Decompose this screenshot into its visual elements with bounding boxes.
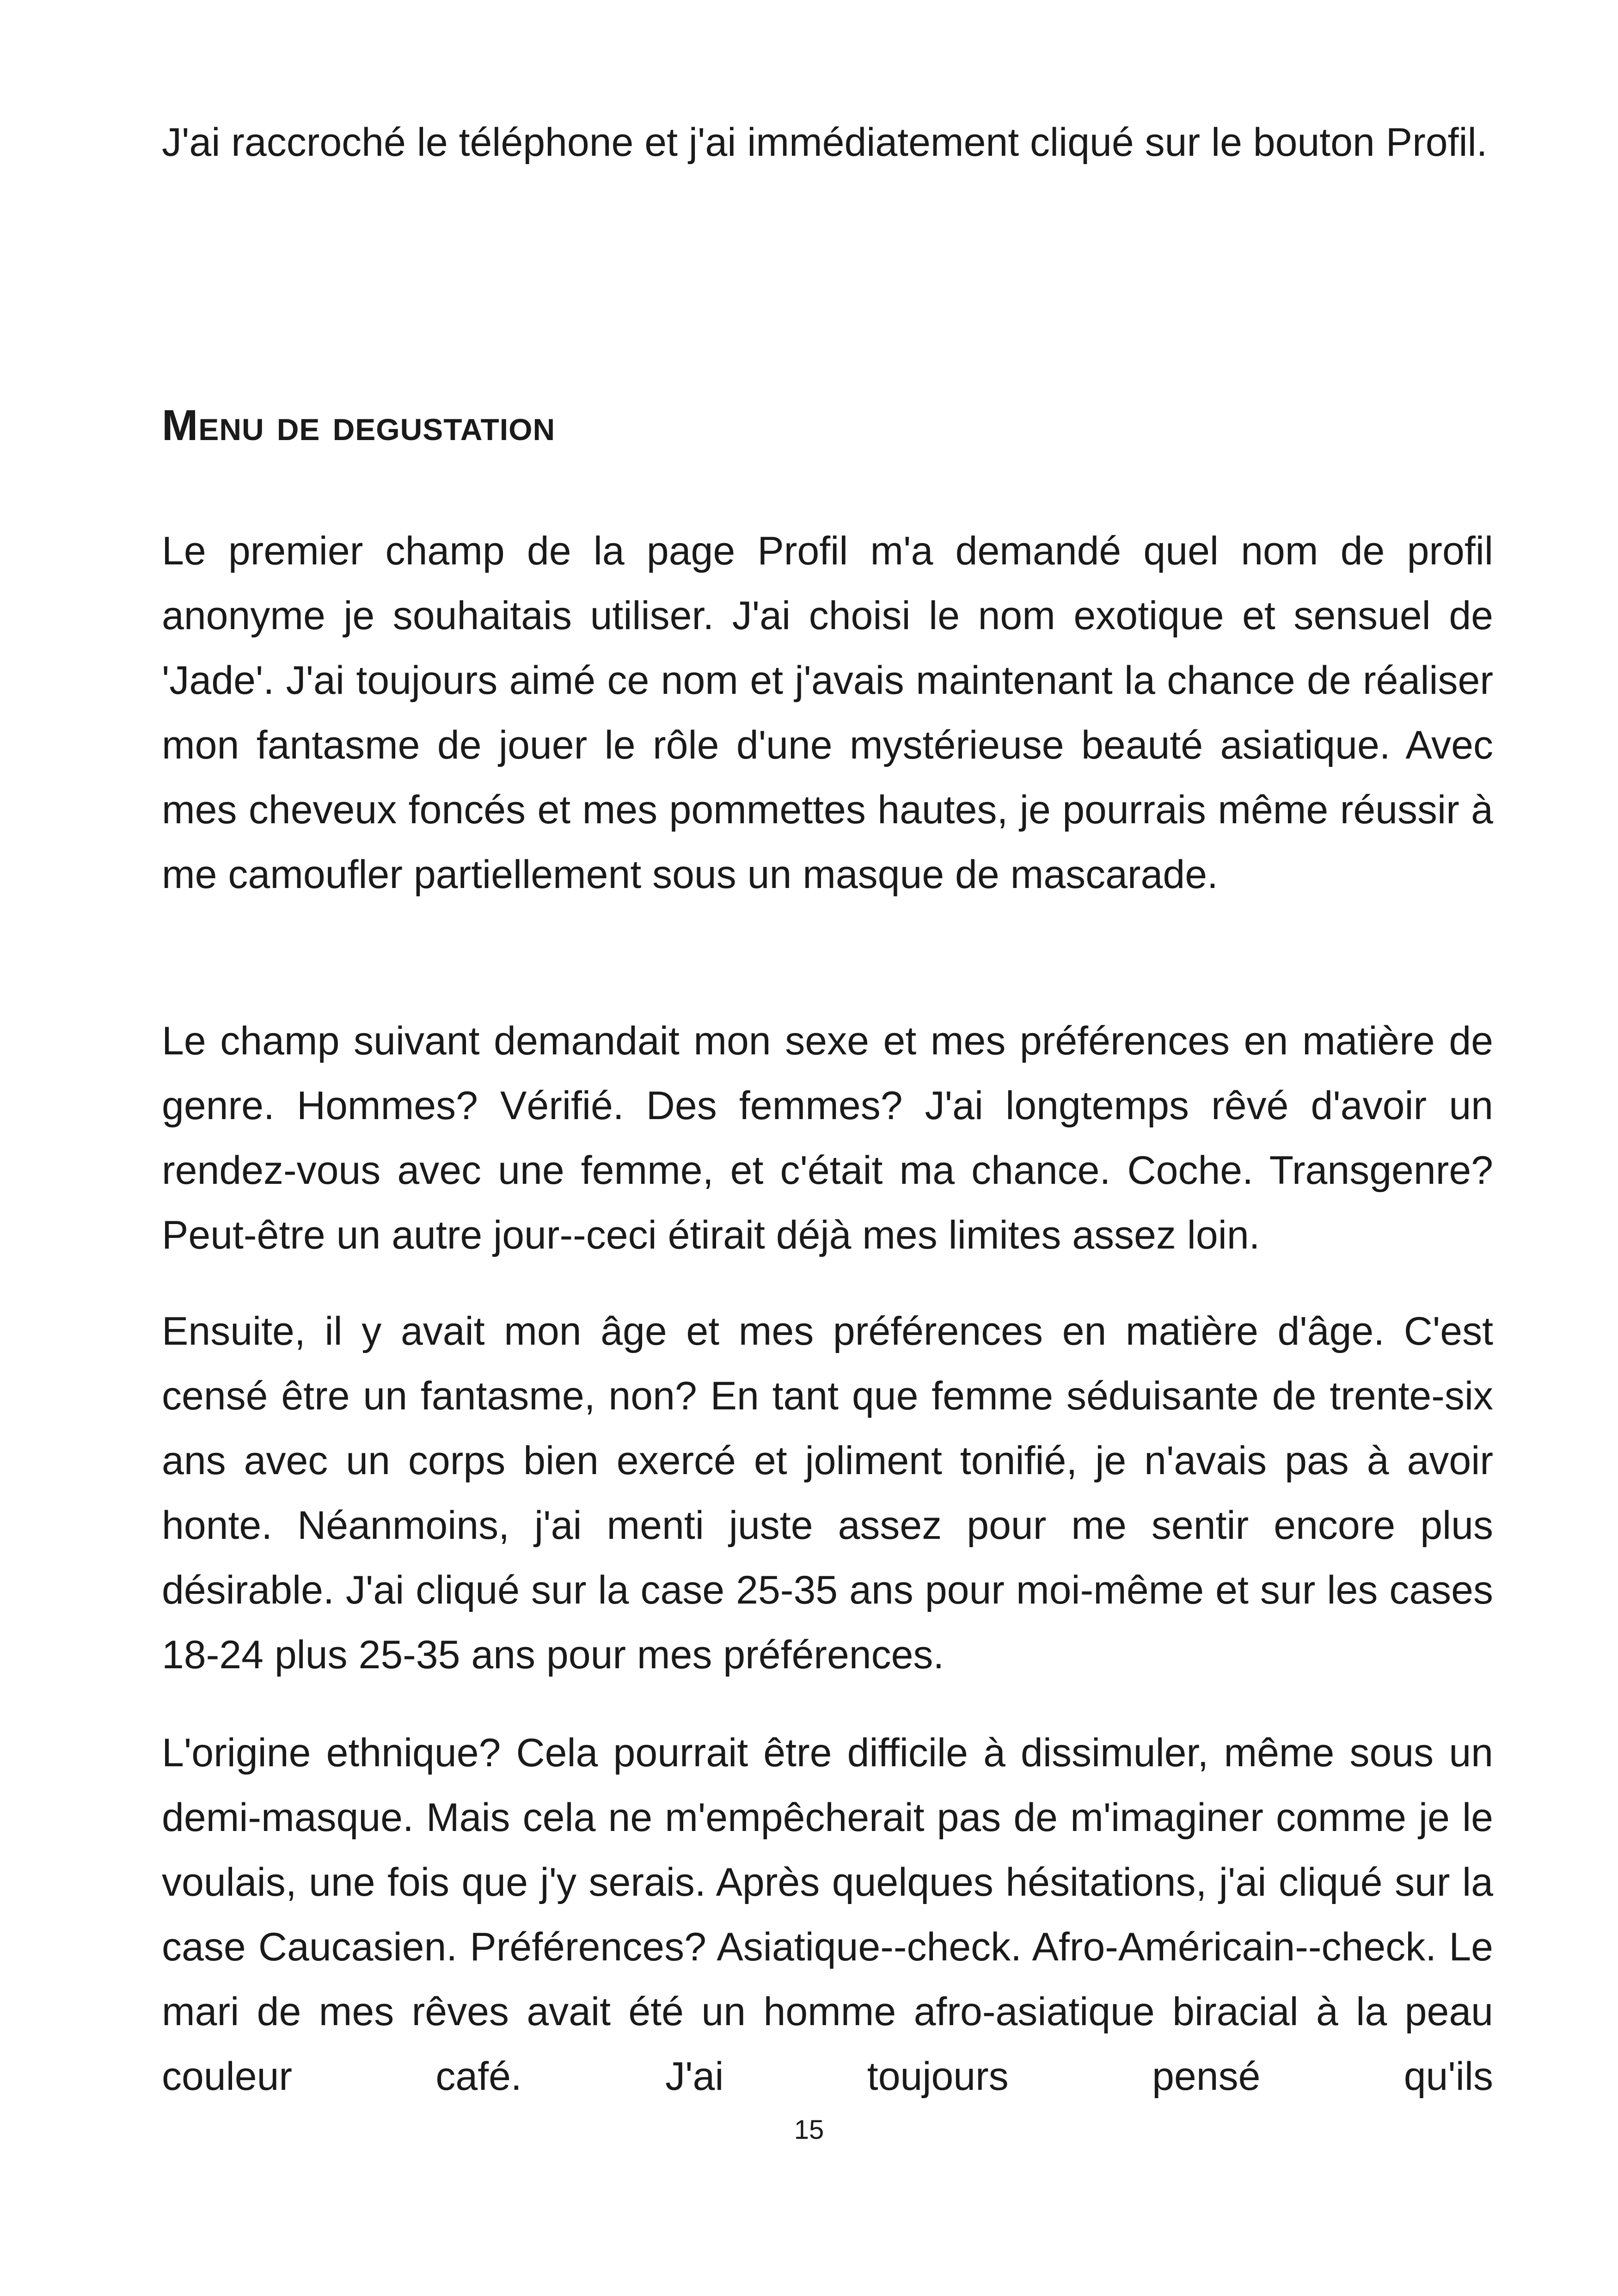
- body-paragraph-1: Le premier champ de la page Profil m'a demandé quel nom de profil anonyme je souhaitais utiliser. J'ai choisi le nom exotique et sensuel de 'Jade'. J'ai toujours aimé ce nom et j'avais maintenant la chance de réaliser mon fantasme de jouer le rôle d'une mystérieuse beauté asiatique. Avec mes cheveux foncés et mes pommettes hautes, je pourrais même réussir à me camoufler partiellement sous un masque de mascarade.: [162, 529, 1493, 897]
- page-number: 15: [794, 2115, 824, 2145]
- body-paragraph-3: Ensuite, il y avait mon âge et mes préférences en matière d'âge. C'est censé être un fantasme, non? En tant que femme séduisante de trente-six ans avec un corps bien exercé et joliment tonifié, je n'avais pas à avoir honte. Néanmoins, j'ai menti juste assez pour me sentir encore plus désirable. J'ai cliqué sur la case 25-35 ans pour moi-même et sur les cases 18-24 plus 25-35 ans pour mes préférences.: [162, 1309, 1493, 1677]
- intro-paragraph: J'ai raccroché le téléphone et j'ai immédiatement cliqué sur le bouton Profil.: [162, 120, 1488, 165]
- body-paragraph-2: Le champ suivant demandait mon sexe et mes préférences en matière de genre. Hommes? Vérifié. Des femmes? J'ai longtemps rêvé d'avoir un rendez-vous avec une femme, et c'était ma chance. Coche. Transgenre? Peut-être un autre jour--ceci étirait déjà mes limites assez loin.: [162, 1019, 1493, 1257]
- body-paragraph-4: L'origine ethnique? Cela pourrait être difficile à dissimuler, même sous un demi-masque. Mais cela ne m'empêcherait pas de m'imaginer comme je le voulais, une fois que j'y serais. Après quelques hésitations, j'ai cliqué sur la case Caucasien. Préférences? Asiatique--check. Afro-Américain--check. Le mari de mes rêves avait été un homme afro-asiatique biracial à la peau couleur café. J'ai toujours pensé qu'ils: [162, 1731, 1493, 2099]
- section-heading: Menu de degustation: [162, 401, 556, 449]
